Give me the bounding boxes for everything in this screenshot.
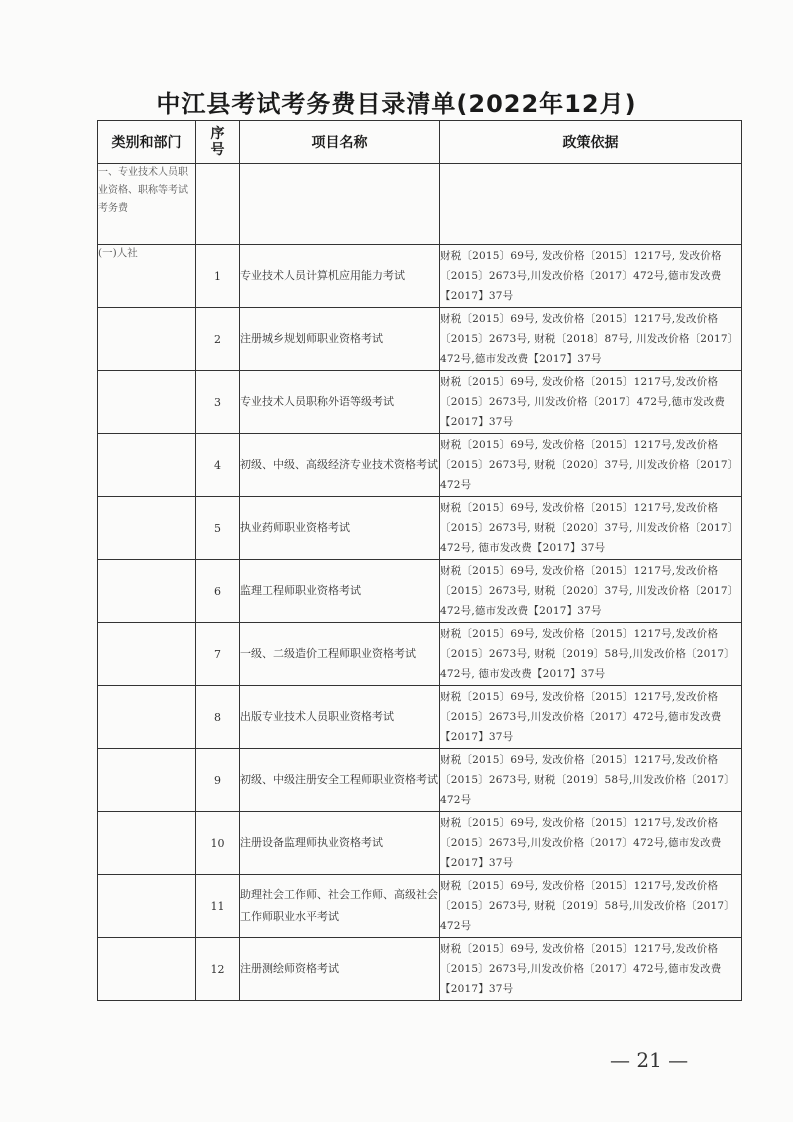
- header-category: 类别和部门: [98, 121, 196, 164]
- row-policy-basis: 财税〔2015〕69号, 发改价格〔2015〕1217号,发改价格〔2015〕2673号,川发改价格〔2017〕472号,德市发改费【2017】37号: [440, 812, 742, 875]
- row-category: [98, 938, 196, 1001]
- empty-cell: [240, 164, 440, 245]
- row-number: 2: [196, 308, 240, 371]
- row-policy-basis: 财税〔2015〕69号, 发改价格〔2015〕1217号,发改价格〔2015〕2673号,川发改价格〔2017〕472号,德市发改费【2017】37号: [440, 938, 742, 1001]
- row-item-name: 监理工程师职业资格考试: [240, 560, 440, 623]
- row-category: [98, 686, 196, 749]
- row-number: 9: [196, 749, 240, 812]
- row-policy-basis: 财税〔2015〕69号, 发改价格〔2015〕1217号,发改价格〔2015〕2673号,川发改价格〔2017〕472号,德市发改费【2017】37号: [440, 686, 742, 749]
- row-item-name: 初级、中级、高级经济专业技术资格考试: [240, 434, 440, 497]
- row-number: 3: [196, 371, 240, 434]
- document-title: 中江县考试考务费目录清单(2022年12月): [156, 90, 637, 118]
- row-category: [98, 497, 196, 560]
- category-row: [98, 164, 742, 245]
- row-item-name: 专业技术人员计算机应用能力考试: [240, 245, 440, 308]
- row-policy-basis: 财税〔2015〕69号, 发改价格〔2015〕1217号,发改价格〔2015〕2673号, 财税〔2019〕58号,川发改价格〔2017〕472号: [440, 749, 742, 812]
- table-row: [98, 812, 742, 875]
- row-item-name: 初级、中级注册安全工程师职业资格考试: [240, 749, 440, 812]
- fee-catalog-table: [97, 120, 742, 1001]
- header-number-text: 序号: [210, 126, 225, 158]
- table-row: [98, 560, 742, 623]
- table-row: [98, 245, 742, 308]
- row-number: 8: [196, 686, 240, 749]
- row-item-name: 执业药师职业资格考试: [240, 497, 440, 560]
- row-item-name: 专业技术人员职称外语等级考试: [240, 371, 440, 434]
- row-number: 10: [196, 812, 240, 875]
- row-number: 12: [196, 938, 240, 1001]
- table-row: [98, 371, 742, 434]
- page-number: — 21 —: [610, 1048, 689, 1072]
- row-policy-basis: 财税〔2015〕69号, 发改价格〔2015〕1217号,发改价格〔2015〕2673号, 川发改价格〔2017〕472号,德市发改费【2017】37号: [440, 371, 742, 434]
- table-row: [98, 308, 742, 371]
- empty-cell: [440, 164, 742, 245]
- row-number: 11: [196, 875, 240, 938]
- table-header-row: [98, 121, 742, 164]
- header-item-name: 项目名称: [240, 121, 440, 164]
- row-policy-basis: 财税〔2015〕69号, 发改价格〔2015〕1217号,发改价格〔2015〕2673号, 财税〔2019〕58号,川发改价格〔2017〕472号: [440, 875, 742, 938]
- row-category: [98, 371, 196, 434]
- row-category: (一)人社: [98, 245, 196, 308]
- table-row: [98, 623, 742, 686]
- row-policy-basis: 财税〔2015〕69号, 发改价格〔2015〕1217号,发改价格〔2015〕2673号, 财税〔2020〕37号, 川发改价格〔2017〕472号, 德市发改费【2017】37号: [440, 497, 742, 560]
- row-item-name: 注册设备监理师执业资格考试: [240, 812, 440, 875]
- table-row: [98, 749, 742, 812]
- row-category: [98, 749, 196, 812]
- row-policy-basis: 财税〔2015〕69号, 发改价格〔2015〕1217号,发改价格〔2015〕2673号, 财税〔2019〕58号,川发改价格〔2017〕472号, 德市发改费【2017】37号: [440, 623, 742, 686]
- table-row: [98, 497, 742, 560]
- row-number: 1: [196, 245, 240, 308]
- row-category: [98, 623, 196, 686]
- row-number: 6: [196, 560, 240, 623]
- row-category: [98, 308, 196, 371]
- row-number: 4: [196, 434, 240, 497]
- row-item-name: 助理社会工作师、社会工作师、高级社会工作师职业水平考试: [240, 875, 440, 938]
- row-policy-basis: 财税〔2015〕69号, 发改价格〔2015〕1217号,发改价格〔2015〕2673号, 财税〔2020〕37号, 川发改价格〔2017〕472号,德市发改费【2017】37号: [440, 560, 742, 623]
- empty-cell: [196, 164, 240, 245]
- table-row: [98, 875, 742, 938]
- row-item-name: 出版专业技术人员职业资格考试: [240, 686, 440, 749]
- table-row: [98, 686, 742, 749]
- row-item-name: 注册测绘师资格考试: [240, 938, 440, 1001]
- header-number: [196, 121, 240, 164]
- row-item-name: 注册城乡规划师职业资格考试: [240, 308, 440, 371]
- row-category: [98, 812, 196, 875]
- table-row: [98, 434, 742, 497]
- category-label: 一、专业技术人员职业资格、职称等考试考务费: [98, 164, 196, 245]
- row-category: [98, 875, 196, 938]
- table-row: [98, 938, 742, 1001]
- row-number: 5: [196, 497, 240, 560]
- row-category: [98, 560, 196, 623]
- row-policy-basis: 财税〔2015〕69号, 发改价格〔2015〕1217号, 发改价格〔2015〕2673号,川发改价格〔2017〕472号,德市发改费【2017】37号: [440, 245, 742, 308]
- row-number: 7: [196, 623, 240, 686]
- row-policy-basis: 财税〔2015〕69号, 发改价格〔2015〕1217号,发改价格〔2015〕2673号, 财税〔2018〕87号, 川发改价格〔2017〕472号,德市发改费【2017】37号: [440, 308, 742, 371]
- header-policy: 政策依据: [440, 121, 742, 164]
- row-category: [98, 434, 196, 497]
- row-item-name: 一级、二级造价工程师职业资格考试: [240, 623, 440, 686]
- row-policy-basis: 财税〔2015〕69号, 发改价格〔2015〕1217号,发改价格〔2015〕2673号, 财税〔2020〕37号, 川发改价格〔2017〕472号: [440, 434, 742, 497]
